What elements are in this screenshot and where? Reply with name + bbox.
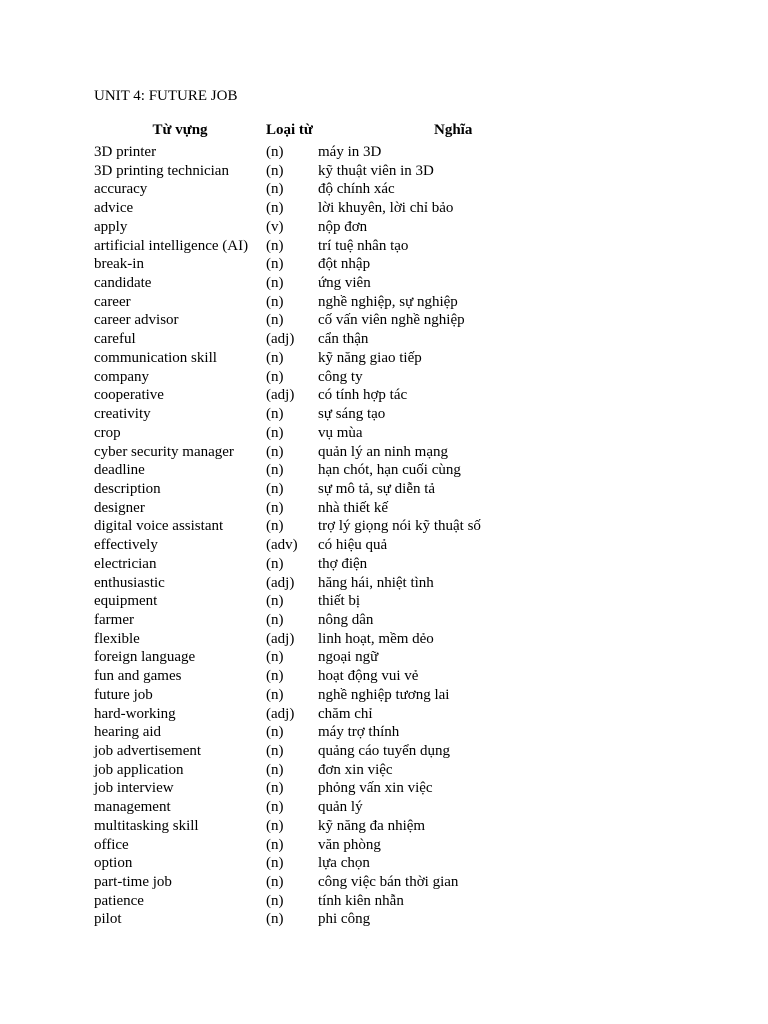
word-type: (n)	[266, 518, 284, 535]
vocab-word: 3D printing technician	[94, 162, 229, 179]
word-type: (n)	[266, 349, 284, 366]
word-meaning: sự sáng tạo	[318, 406, 386, 423]
word-type: (n)	[266, 743, 284, 759]
table-row	[94, 368, 572, 387]
word-meaning: chăm chỉ	[318, 705, 373, 722]
table-row	[94, 293, 572, 312]
word-type: (n)	[266, 799, 284, 816]
word-meaning: hăng hái, nhiệt tình	[318, 574, 434, 591]
vocab-word: careful	[94, 331, 136, 348]
table-row	[94, 386, 572, 405]
vocab-word: candidate	[94, 275, 152, 292]
vocab-word: hard-working	[94, 705, 176, 722]
vocab-word: apply	[94, 218, 128, 235]
table-row	[94, 180, 572, 199]
word-type: (adj)	[266, 705, 295, 722]
word-type: (n)	[266, 480, 284, 497]
table-row	[94, 854, 572, 873]
header-meaning: Nghĩa	[434, 122, 473, 138]
table-row	[94, 873, 572, 892]
table-row	[94, 461, 572, 480]
table-row	[94, 686, 572, 705]
vocab-word: communication skill	[94, 349, 217, 366]
vocab-word: job application	[94, 761, 184, 778]
table-row	[94, 311, 572, 330]
vocab-word: pilot	[94, 911, 122, 928]
vocab-word: effectively	[94, 537, 158, 554]
word-type: (n)	[266, 874, 284, 891]
word-type: (adv)	[266, 537, 298, 554]
vocab-word: designer	[94, 499, 145, 516]
vocab-word: artificial intelligence (AI)	[94, 237, 249, 254]
word-meaning: máy in 3D	[318, 144, 382, 160]
table-row	[94, 779, 572, 798]
word-meaning: phi công	[318, 911, 371, 928]
word-meaning: máy trợ thính	[318, 724, 400, 741]
word-type: (n)	[266, 293, 284, 310]
table-row	[94, 499, 572, 518]
vocab-word: advice	[94, 200, 134, 217]
word-meaning: hạn chót, hạn cuối cùng	[318, 462, 461, 479]
table-row	[94, 892, 572, 911]
table-row	[94, 574, 572, 593]
vocab-word: company	[94, 368, 149, 385]
word-type: (n)	[266, 312, 284, 329]
word-type: (n)	[266, 817, 284, 834]
word-type: (n)	[266, 181, 284, 198]
word-type: (n)	[266, 144, 284, 160]
word-type: (n)	[266, 256, 284, 273]
vocab-word: management	[94, 799, 171, 816]
table-row	[94, 536, 572, 555]
word-type: (n)	[266, 162, 284, 179]
vocab-word: office	[94, 836, 129, 853]
vocab-word: farmer	[94, 611, 134, 628]
word-meaning: vụ mùa	[318, 424, 363, 441]
word-type: (n)	[266, 443, 284, 460]
table-row	[94, 330, 572, 349]
vocab-word: fun and games	[94, 668, 182, 685]
table-row	[94, 705, 572, 724]
vocab-word: career advisor	[94, 312, 179, 329]
word-type: (n)	[266, 200, 284, 217]
word-type: (n)	[266, 611, 284, 628]
word-type: (adj)	[266, 574, 295, 591]
table-row	[94, 910, 572, 929]
table-row	[94, 836, 572, 855]
header-type: Loại từ	[266, 122, 313, 138]
word-meaning: kỹ thuật viên in 3D	[318, 162, 434, 179]
vocab-word: accuracy	[94, 181, 148, 198]
vocab-word: equipment	[94, 593, 158, 610]
table-row	[94, 742, 572, 761]
vocab-word: deadline	[94, 462, 145, 479]
table-row	[94, 761, 572, 780]
table-row	[94, 611, 572, 630]
word-type: (n)	[266, 406, 284, 423]
word-type: (n)	[266, 275, 284, 292]
vocab-word: patience	[94, 892, 144, 909]
vocab-word: hearing aid	[94, 724, 162, 741]
table-row	[94, 648, 572, 667]
table-row	[94, 480, 572, 499]
table-row	[94, 405, 572, 424]
vocab-word: cyber security manager	[94, 443, 234, 460]
word-meaning: thiết bị	[318, 593, 361, 610]
table-body	[94, 143, 572, 929]
table-row	[94, 443, 572, 462]
word-meaning: lựa chọn	[318, 855, 370, 872]
word-meaning: kỹ năng đa nhiệm	[318, 817, 426, 834]
table-row	[94, 274, 572, 293]
word-meaning: có hiệu quả	[318, 537, 388, 554]
word-meaning: nông dân	[318, 611, 374, 628]
word-type: (n)	[266, 724, 284, 741]
word-meaning: quản lý an ninh mạng	[318, 443, 448, 460]
vocab-word: cooperative	[94, 387, 164, 404]
word-type: (n)	[266, 780, 284, 797]
word-type: (adj)	[266, 630, 295, 647]
word-type: (n)	[266, 555, 284, 572]
vocab-word: part-time job	[94, 874, 172, 891]
word-meaning: trí tuệ nhân tạo	[318, 237, 409, 254]
header-word: Từ vựng	[152, 122, 208, 138]
word-meaning: văn phòng	[318, 836, 381, 853]
table-row	[94, 592, 572, 611]
table-row	[94, 723, 572, 742]
word-meaning: tính kiên nhẫn	[318, 892, 404, 909]
vocab-word: job interview	[94, 780, 174, 797]
word-type: (n)	[266, 237, 284, 254]
word-type: (n)	[266, 499, 284, 516]
vocab-word: option	[94, 855, 133, 872]
table-row	[94, 798, 572, 817]
word-meaning: phỏng vấn xin việc	[318, 780, 433, 797]
table-row	[94, 162, 572, 181]
vocab-word: foreign language	[94, 649, 196, 666]
table-header-row	[94, 121, 572, 143]
word-meaning: quảng cáo tuyển dụng	[318, 743, 451, 759]
vocab-word: enthusiastic	[94, 574, 165, 591]
vocabulary-table	[94, 121, 572, 929]
vocab-word: job advertisement	[94, 743, 202, 759]
table-row	[94, 630, 572, 649]
word-type: (n)	[266, 462, 284, 479]
word-meaning: đơn xin việc	[318, 761, 393, 778]
table-row	[94, 199, 572, 218]
table-row	[94, 237, 572, 256]
table-row	[94, 255, 572, 274]
table-row	[94, 555, 572, 574]
vocab-word: crop	[94, 424, 121, 441]
word-meaning: đột nhập	[318, 256, 371, 273]
word-type: (n)	[266, 761, 284, 778]
word-meaning: kỹ năng giao tiếp	[318, 349, 422, 366]
word-meaning: độ chính xác	[318, 181, 395, 198]
vocab-word: multitasking skill	[94, 817, 199, 834]
word-type: (n)	[266, 836, 284, 853]
word-type: (n)	[266, 855, 284, 872]
word-meaning: cẩn thận	[318, 331, 369, 348]
vocab-word: future job	[94, 686, 153, 703]
table-row	[94, 143, 572, 162]
word-meaning: nhà thiết kế	[318, 499, 388, 516]
word-type: (adj)	[266, 331, 295, 348]
word-type: (n)	[266, 368, 284, 385]
table-row	[94, 517, 572, 536]
vocab-word: electrician	[94, 555, 157, 572]
word-type: (n)	[266, 892, 284, 909]
word-meaning: sự mô tả, sự diễn tả	[318, 480, 436, 497]
page-title: UNIT 4: FUTURE JOB	[94, 88, 238, 104]
table-row	[94, 817, 572, 836]
word-type: (v)	[266, 218, 284, 235]
word-meaning: lời khuyên, lời chỉ bảo	[318, 200, 454, 217]
word-type: (n)	[266, 686, 284, 703]
word-meaning: ngoại ngữ	[318, 649, 379, 666]
table-row	[94, 667, 572, 686]
word-type: (n)	[266, 593, 284, 610]
word-meaning: trợ lý giọng nói kỹ thuật số	[318, 518, 481, 535]
word-meaning: nghề nghiệp, sự nghiệp	[318, 293, 458, 310]
vocab-word: description	[94, 480, 161, 497]
word-type: (n)	[266, 911, 284, 928]
word-meaning: công việc bán thời gian	[318, 874, 459, 891]
vocab-word: flexible	[94, 630, 140, 647]
vocab-word: digital voice assistant	[94, 518, 224, 535]
vocab-word: career	[94, 293, 131, 310]
word-type: (adj)	[266, 387, 295, 404]
table-row	[94, 349, 572, 368]
vocab-word: creativity	[94, 406, 151, 423]
word-meaning: linh hoạt, mềm dẻo	[318, 630, 434, 647]
word-meaning: hoạt động vui vẻ	[318, 668, 419, 685]
table-row	[94, 424, 572, 443]
word-meaning: nộp đơn	[318, 218, 368, 235]
word-meaning: quản lý	[318, 799, 363, 816]
word-meaning: thợ điện	[318, 555, 368, 572]
vocab-word: break-in	[94, 256, 144, 273]
word-type: (n)	[266, 424, 284, 441]
vocab-word: 3D printer	[94, 144, 157, 160]
word-meaning: nghề nghiệp tương lai	[318, 686, 450, 703]
table-row	[94, 218, 572, 237]
word-meaning: cố vấn viên nghề nghiệp	[318, 312, 465, 329]
word-type: (n)	[266, 668, 284, 685]
word-meaning: công ty	[318, 368, 363, 385]
word-type: (n)	[266, 649, 284, 666]
word-meaning: có tính hợp tác	[318, 387, 408, 404]
word-meaning: ứng viên	[318, 275, 371, 292]
